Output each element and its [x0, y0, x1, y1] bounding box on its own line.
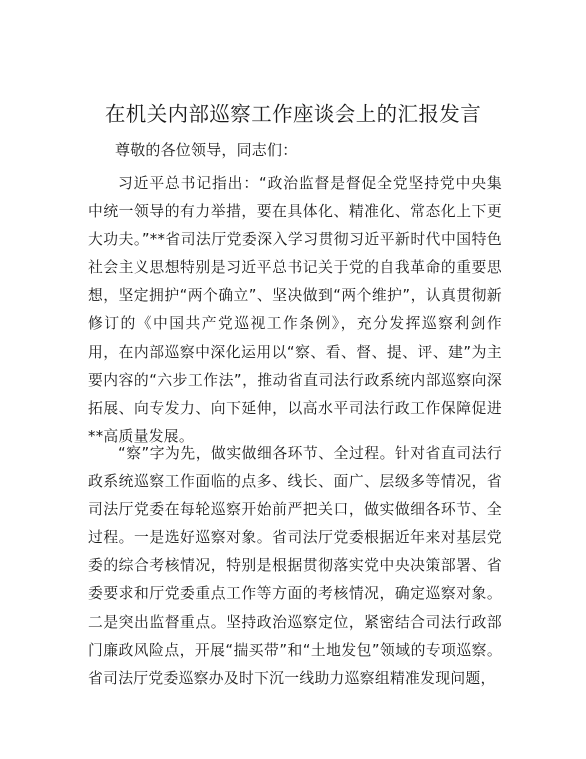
document-title: 在机关内部巡察工作座谈会上的汇报发言 [104, 102, 482, 126]
salutation: 尊敬的各位领导，同志们： [115, 141, 298, 159]
body-paragraph: “察”字为先，做实做细各环节、全过程。针对省直司法行政系统巡察工作面临的点多、线长、面广、层级多等情况，省司法厅党委在每轮巡察开始前严把关口，做实做细各环节、全过程。一是选好巡察对象。省司法厅党委根据近年来对基层党委的综合考核情况，特别是根据贯彻落实党中央决策部署、省委要求和厅党委重点工作等方面的考核情况，确定巡察对象。二是突出监督重点。坚持政治巡察定位，紧密结合司法行政部门廉政风险点，开展“揣买带”和“土地发包”领域的专项巡察。省司法厅党委巡察办及时下沉一线助力巡察组精准发现问题， [88, 445, 502, 687]
body-paragraph: 习近平总书记指出：“政治监督是督促全党坚持党中央集中统一领导的有力举措，要在具体化、精准化、常态化上下更大功夫。”**省司法厅党委深入学习贯彻习近平新时代中国特色社会主义思想特别是习近平总书记关于党的自我革命的重要思想，坚定拥护“两个确立”、坚决做到“两个维护”，认真贯彻新修订的《中国共产党巡视工作条例》，充分发挥巡察利剑作用，在内部巡察中深化运用以“察、看、督、提、评、建”为主要内容的“六步工作法”，推动省直司法行政系统内部巡察向深拓展、向专发力、向下延伸，以高水平司法行政工作保障促进**高质量发展。 [88, 175, 502, 445]
